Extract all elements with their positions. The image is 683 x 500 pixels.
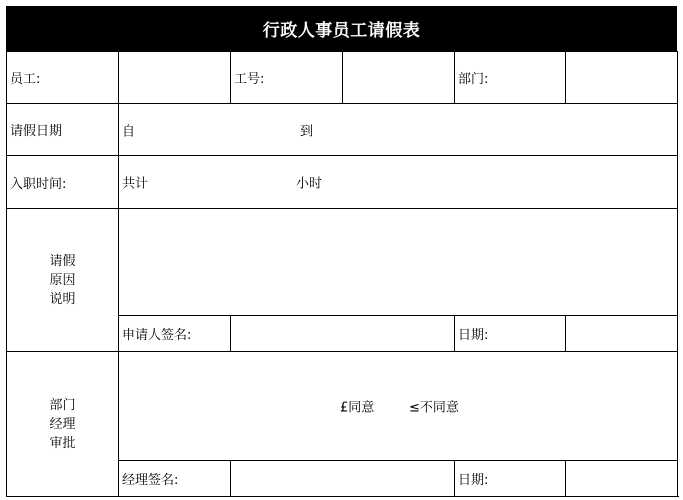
leave-dates-field[interactable]	[119, 104, 678, 156]
approval-label-line-3: 审批	[49, 435, 76, 451]
disagree-option[interactable]: ≤不同意	[409, 400, 459, 416]
approval-label	[7, 352, 119, 497]
manager-date-label: 日期:	[455, 461, 566, 497]
manager-date-field[interactable]	[566, 461, 678, 497]
employee-label: 员工:	[7, 52, 119, 104]
manager-signature-label: 经理签名:	[119, 461, 231, 497]
agree-option[interactable]: £同意	[340, 400, 375, 416]
approval-label-line-2: 经理	[49, 416, 76, 432]
date-to-label: 到	[300, 124, 314, 139]
applicant-date-field[interactable]	[566, 316, 678, 352]
reason-label	[7, 209, 119, 352]
reason-row	[7, 209, 678, 316]
applicant-signature-field[interactable]	[231, 316, 455, 352]
leave-dates-label: 请假日期	[7, 104, 119, 156]
approval-row	[7, 352, 678, 461]
duration-field[interactable]	[119, 156, 678, 209]
department-field[interactable]	[566, 52, 678, 104]
form-title	[6, 6, 677, 51]
approval-label-line-1: 部门	[49, 397, 76, 413]
department-label: 部门:	[455, 52, 566, 104]
duration-label: 入职时间:	[7, 156, 119, 209]
employee-id-field[interactable]	[343, 52, 455, 104]
leave-form-table	[6, 51, 678, 497]
hours-label: 小时	[296, 176, 323, 192]
approval-decision-field	[119, 352, 678, 461]
employee-row	[7, 52, 678, 104]
date-from-label: 自	[122, 124, 136, 139]
applicant-date-label: 日期:	[455, 316, 566, 352]
form-title-text: 行政人事员工请假表	[262, 21, 421, 41]
total-label: 共计	[122, 176, 149, 192]
reason-label-line-2: 原因	[49, 272, 76, 288]
reason-label-line-3: 说明	[49, 291, 76, 307]
reason-field[interactable]	[119, 209, 678, 316]
leave-dates-row	[7, 104, 678, 156]
manager-signature-field[interactable]	[231, 461, 455, 497]
duration-row	[7, 156, 678, 209]
reason-label-line-1: 请假	[49, 253, 76, 269]
applicant-signature-label: 申请人签名:	[119, 316, 231, 352]
employee-id-label: 工号:	[231, 52, 343, 104]
employee-field[interactable]	[119, 52, 231, 104]
